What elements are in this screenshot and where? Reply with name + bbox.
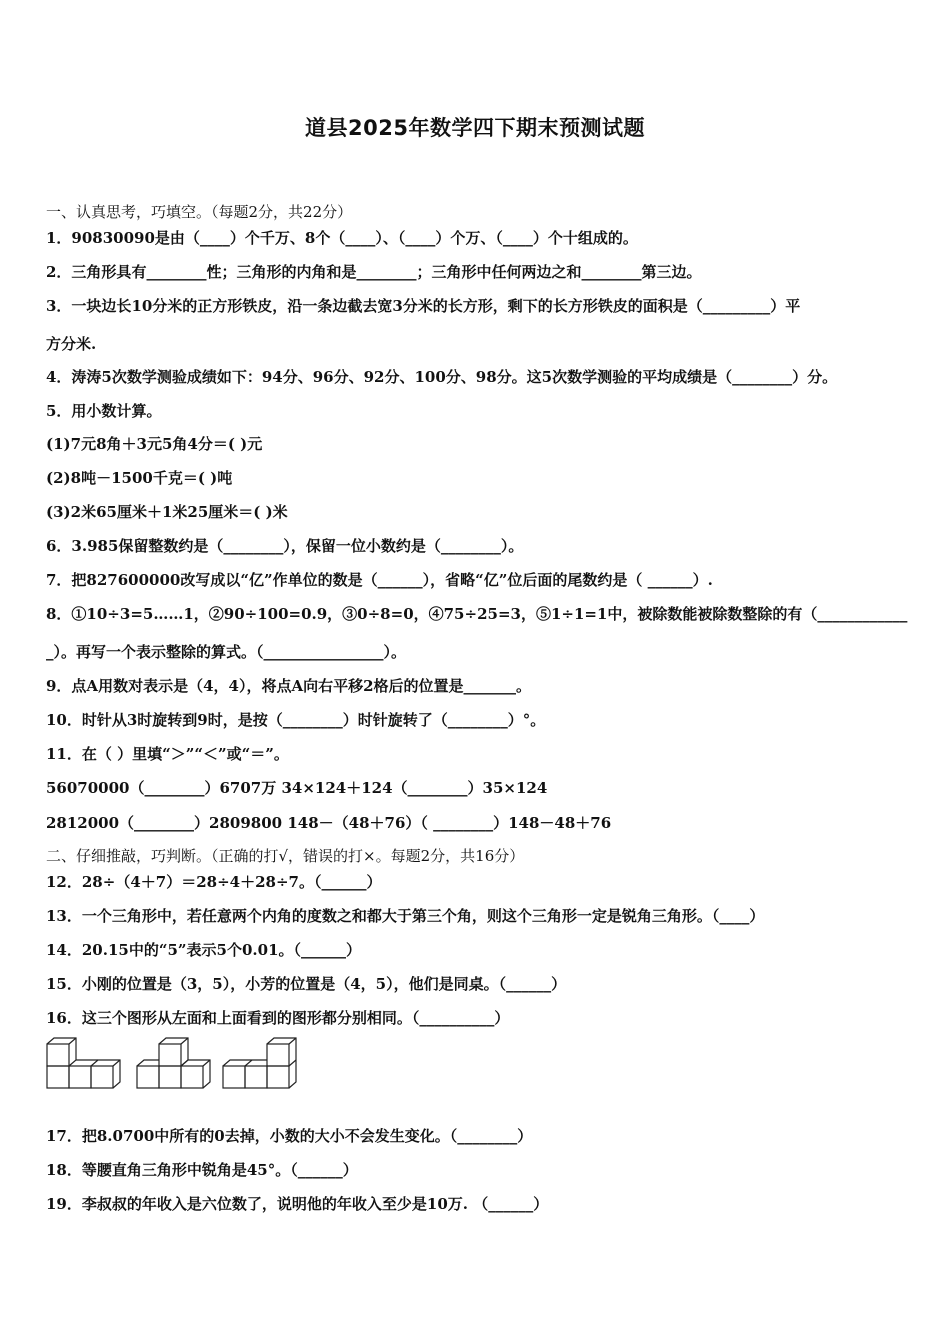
question-line: 56070000（________）6707万 34×124＋124（________）35×124 <box>46 779 548 797</box>
question-line: 16．这三个图形从左面和上面看到的图形都分别相同。（__________） <box>46 1009 510 1027</box>
question-line: 14．20.15中的“5”表示5个0.01。（______） <box>46 941 362 959</box>
question-line: 17．把8.0700中所有的0去掉，小数的大小不会发生变化。（________） <box>46 1127 533 1145</box>
question-line: (1)7元8角＋3元5角4分＝( )元 <box>46 435 263 453</box>
question-line: 15．小刚的位置是（3，5），小芳的位置是（4，5），他们是同桌。（______） <box>46 975 567 993</box>
question-line: (3)2米65厘米＋1米25厘米＝( )米 <box>46 503 288 521</box>
question-line: 方分米. <box>46 335 97 353</box>
question-line: 18．等腰直角三角形中锐角是45°。（______） <box>46 1161 358 1179</box>
page-title: 道县2025年数学四下期末预测试题 <box>305 116 645 140</box>
question-line: 4．涛涛5次数学测验成绩如下：94分、96分、92分、100分、98分。这5次数学测验的平均成绩是（________）分。 <box>46 368 838 386</box>
cube-figure-3 <box>223 1038 296 1088</box>
question-line: 6．3.985保留整数约是（________），保留一位小数约是（________）。 <box>46 537 524 555</box>
question-line: 11．在（ ）里填“＞”“＜”或“＝”。 <box>46 745 289 763</box>
question-line: 13．一个三角形中，若任意两个内角的度数之和都大于第三个角，则这个三角形一定是锐角三角形。（____） <box>46 907 765 925</box>
question-line: 7．把827600000改写成以“亿”作单位的数是（______），省略“亿”位后面的尾数约是（ ______）. <box>46 571 713 589</box>
question-line: 2．三角形具有________性；三角形的内角和是________；三角形中任何两边之和________第三边。 <box>46 263 702 281</box>
question-line: 5．用小数计算。 <box>46 402 162 420</box>
question-line: 3．一块边长10分米的正方形铁皮，沿一条边截去宽3分米的长方形，剩下的长方形铁皮的面积是（_________）平 <box>46 297 801 315</box>
question-line: 12．28÷（4＋7）＝28÷4＋28÷7。（______） <box>46 873 382 891</box>
cube-figure-2 <box>137 1038 210 1088</box>
question-line: 1．90830090是由（____）个千万、8个（____）、（____）个万、（____）个十组成的。 <box>46 229 638 247</box>
question-line: 8．①10÷3=5……1，②90÷100=0.9，③0÷8=0，④75÷25=3，⑤1÷1=1中，被除数能被除数整除的有（____________ <box>46 605 908 623</box>
section-heading: 一、认真思考，巧填空。（每题2分，共22分） <box>46 203 353 221</box>
question-line: 19．李叔叔的年收入是六位数了，说明他的年收入至少是10万. （______） <box>46 1195 549 1213</box>
cube-figure-1 <box>47 1038 120 1088</box>
cube-figures <box>44 1036 304 1096</box>
question-line: (2)8吨－1500千克＝( )吨 <box>46 469 233 487</box>
question-line: 2812000（________）2809800 148－（48＋76）（ ________）148－48＋76 <box>46 814 612 832</box>
question-line: _）。再写一个表示整除的算式。（________________）。 <box>46 643 407 661</box>
section-heading: 二、仔细推敲，巧判断。（正确的打√，错误的打×。每题2分，共16分） <box>46 847 525 865</box>
question-line: 10．时针从3时旋转到9时，是按（________）时针旋转了（________）°。 <box>46 711 546 729</box>
question-line: 9．点A用数对表示是（4，4），将点A向右平移2格后的位置是_______。 <box>46 677 532 695</box>
